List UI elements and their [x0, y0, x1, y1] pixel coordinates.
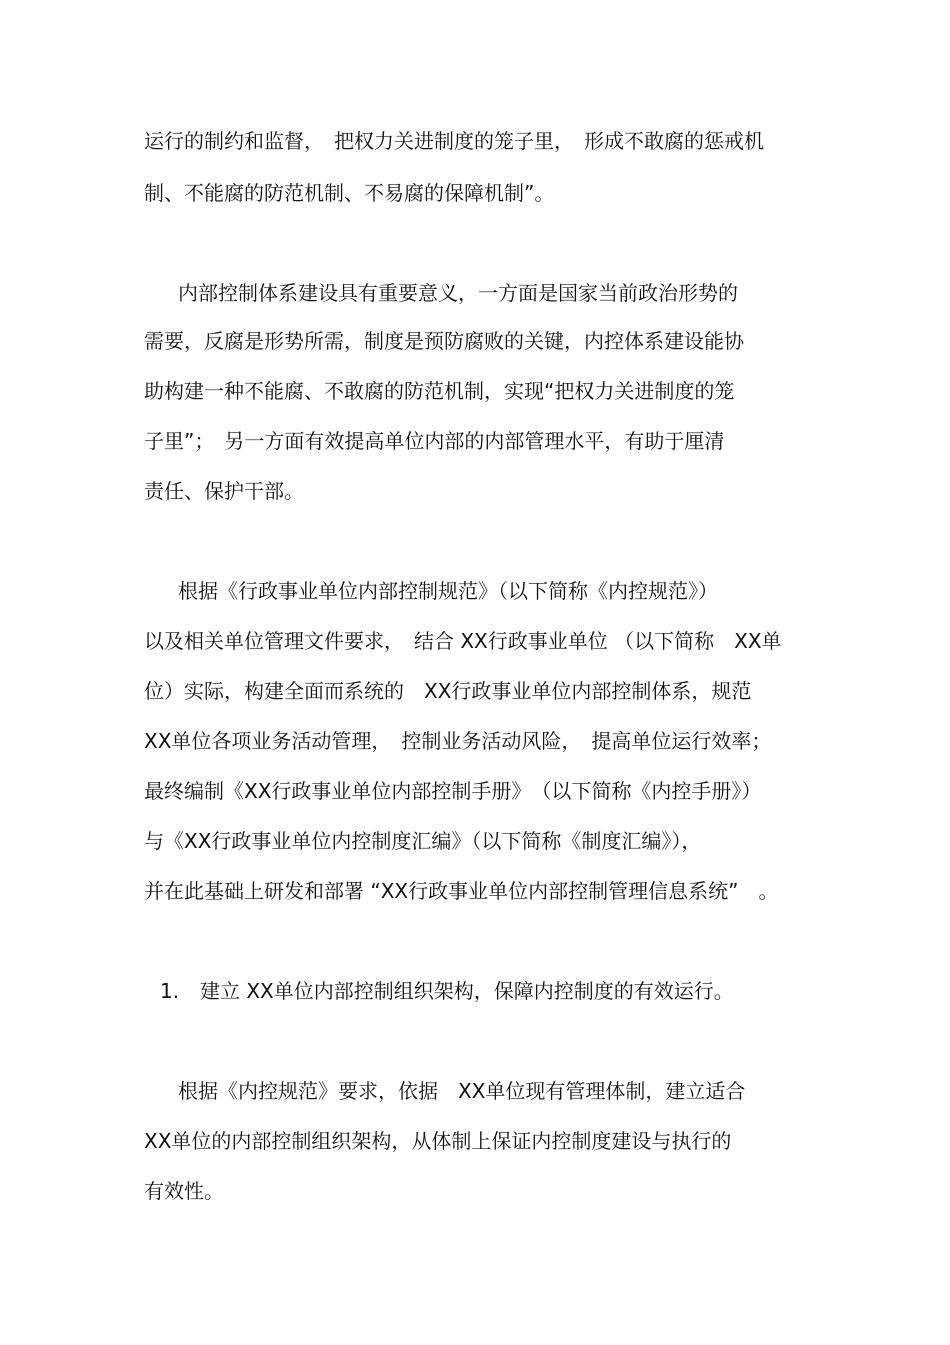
- list-item-number: 1.: [160, 979, 180, 1003]
- text-line: 以及相关单位管理文件要求， 结合 XX行政事业单位 （以下简称 XX单: [144, 629, 782, 653]
- text-line: 根据《行政事业单位内部控制规范》（以下简称《内控规范》）: [178, 579, 718, 603]
- list-item-text: 建立 XX单位内部控制组织架构，保障内控制度的有效运行。: [200, 979, 734, 1003]
- text-line: 运行的制约和监督， 把权力关进制度的笼子里， 形成不敢腐的惩戒机: [144, 129, 764, 153]
- text-line: 最终编制《XX行政事业单位内部控制手册》 （以下简称《内控手册》）: [144, 779, 762, 803]
- text-line: 位）实际，构建全面而系统的 XX行政事业单位内部控制体系，规范: [144, 679, 752, 703]
- text-line: 子里”； 另一方面有效提高单位内部的内部管理水平，有助于厘清: [144, 429, 725, 453]
- text-line: 责任、保护干部。: [144, 479, 304, 503]
- text-line: 根据《内控规范》要求，依据 XX单位现有管理体制，建立适合: [178, 1079, 746, 1103]
- text-line: XX单位的内部控制组织架构，从体制上保证内控制度建设与执行的: [144, 1129, 732, 1153]
- text-line: XX单位各项业务活动管理， 控制业务活动风险， 提高单位运行效率；: [144, 729, 772, 753]
- text-line: 有效性。: [144, 1179, 224, 1203]
- text-line: 并在此基础上研发和部署 “XX行政事业单位内部控制管理信息系统” 。: [144, 879, 779, 903]
- text-line: 需要，反腐是形势所需，制度是预防腐败的关键，内控体系建设能协: [144, 329, 744, 353]
- text-line: 内部控制体系建设具有重要意义，一方面是国家当前政治形势的: [178, 281, 738, 305]
- text-line: 与《XX行政事业单位内控制度汇编》（以下简称《制度汇编》），: [144, 829, 702, 853]
- text-line: 制、不能腐的防范机制、不易腐的保障机制”。: [144, 181, 555, 205]
- text-line: 助构建一种不能腐、不敢腐的防范机制，实现“把权力关进制度的笼: [144, 379, 735, 403]
